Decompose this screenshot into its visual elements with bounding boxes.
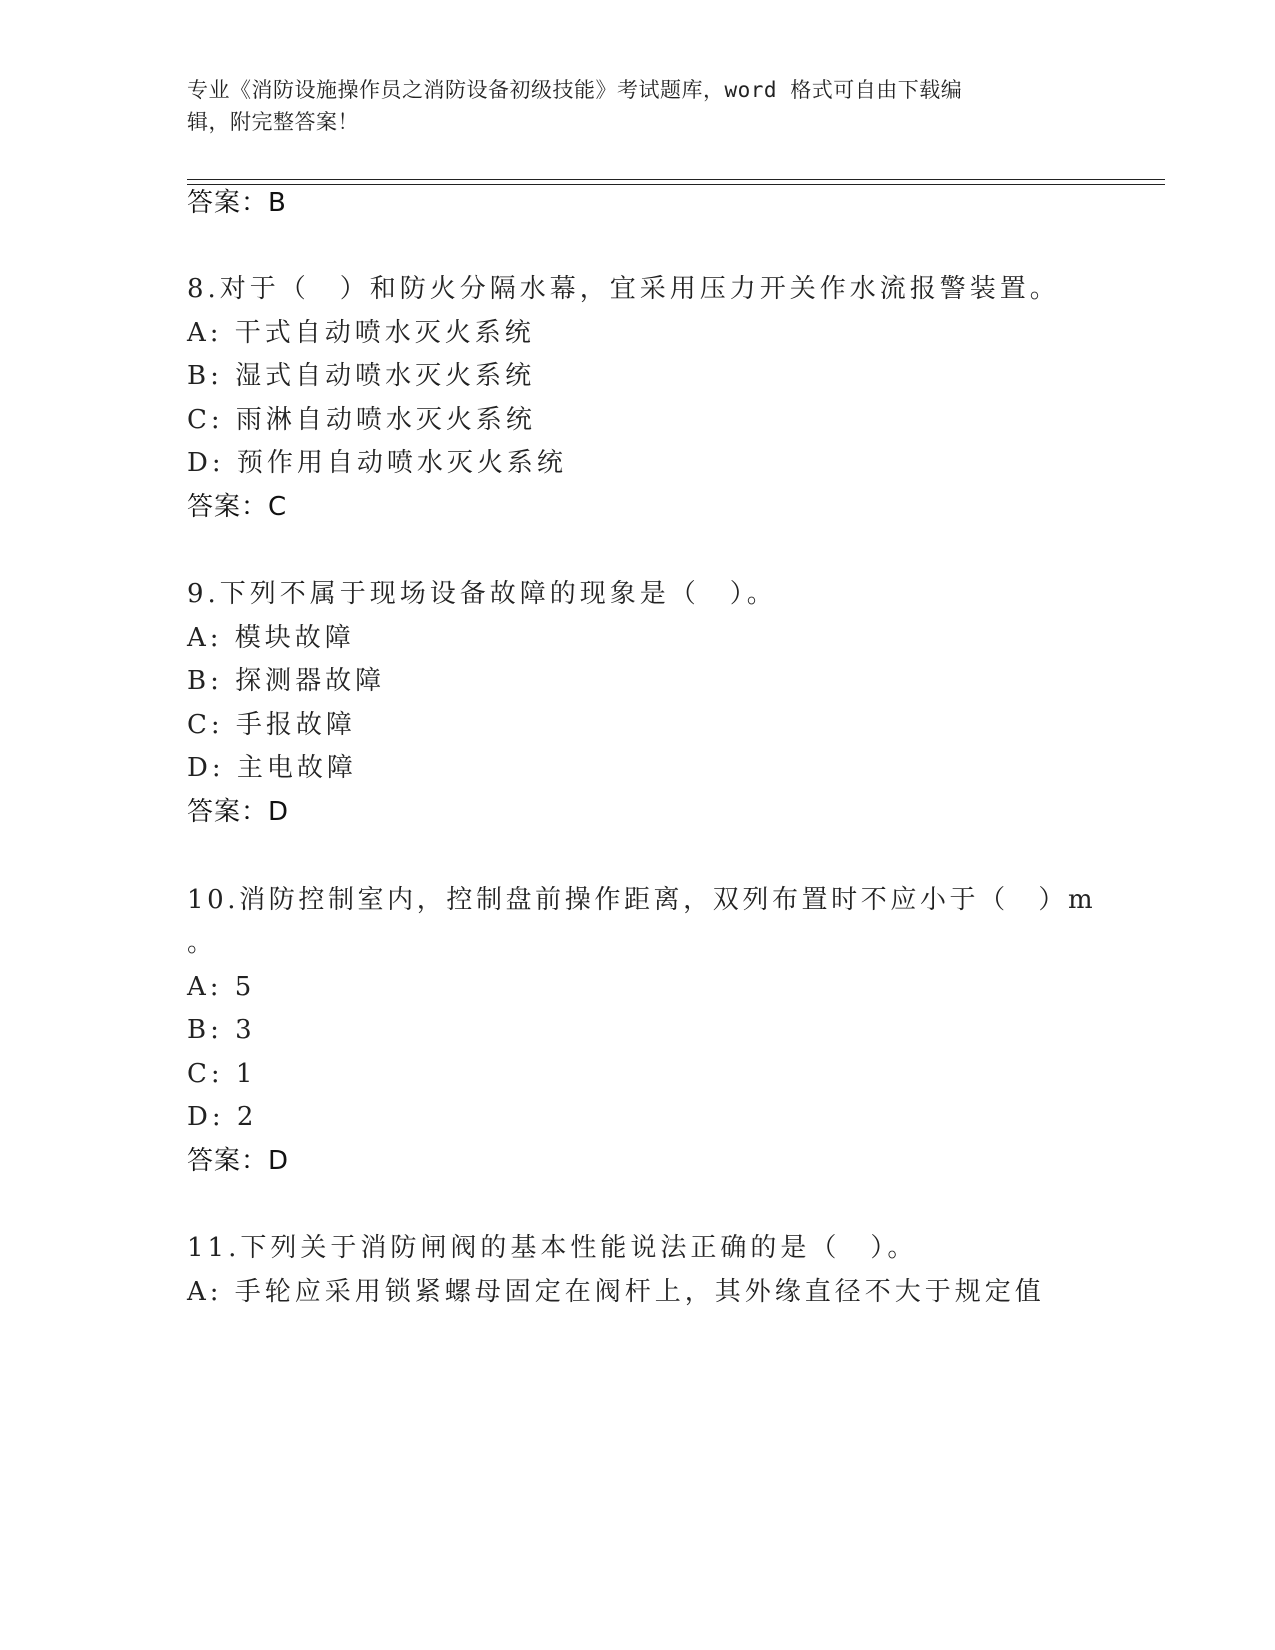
question-8-stem: 8.对于（ ）和防火分隔水幕，宜采用压力开关作水流报警装置。 — [187, 274, 1060, 304]
header-divider-top — [187, 179, 1165, 180]
question-11-stem: 11.下列关于消防闸阀的基本性能说法正确的是（ ）。 — [187, 1233, 918, 1263]
question-8-option-d: D: 预作用自动喷水灭火系统 — [187, 448, 567, 478]
question-10-option-b: B: 3 — [187, 1015, 256, 1045]
question-10-option-c: C: 1 — [187, 1059, 257, 1089]
question-11-option-a: A: 手轮应采用锁紧螺母固定在阀杆上，其外缘直径不大于规定值 — [187, 1277, 1045, 1307]
question-8-option-c: C: 雨淋自动喷水灭火系统 — [187, 405, 536, 435]
question-9-stem: 9.下列不属于现场设备故障的现象是（ ）。 — [187, 579, 777, 609]
question-10-option-a: A: 5 — [187, 972, 256, 1002]
question-8-option-a: A: 干式自动喷水灭火系统 — [187, 318, 535, 348]
document-header — [187, 74, 1067, 138]
question-8-option-b: B: 湿式自动喷水灭火系统 — [187, 361, 536, 391]
question-9-option-a: A: 模块故障 — [187, 623, 355, 653]
question-9-option-b: B: 探测器故障 — [187, 666, 386, 696]
header-divider-bottom — [187, 184, 1165, 185]
question-10-stem: 10.消防控制室内，控制盘前操作距离，双列布置时不应小于（ ）m — [187, 885, 1097, 915]
question-9-answer: 答案：D — [187, 797, 290, 827]
question-10-answer: 答案：D — [187, 1146, 290, 1176]
question-10-option-d: D: 2 — [187, 1102, 258, 1132]
question-10-stem-continued: 。 — [187, 928, 218, 958]
question-9-option-c: C: 手报故障 — [187, 710, 356, 740]
answer-previous: 答案：B — [187, 188, 287, 218]
header-line-1: 专业《消防设施操作员之消防设备初级技能》考试题库，word 格式可自由下载编 — [187, 78, 963, 102]
question-8-answer: 答案：C — [187, 492, 288, 522]
question-9-option-d: D: 主电故障 — [187, 753, 357, 783]
header-line-2: 辑，附完整答案！ — [187, 110, 359, 134]
